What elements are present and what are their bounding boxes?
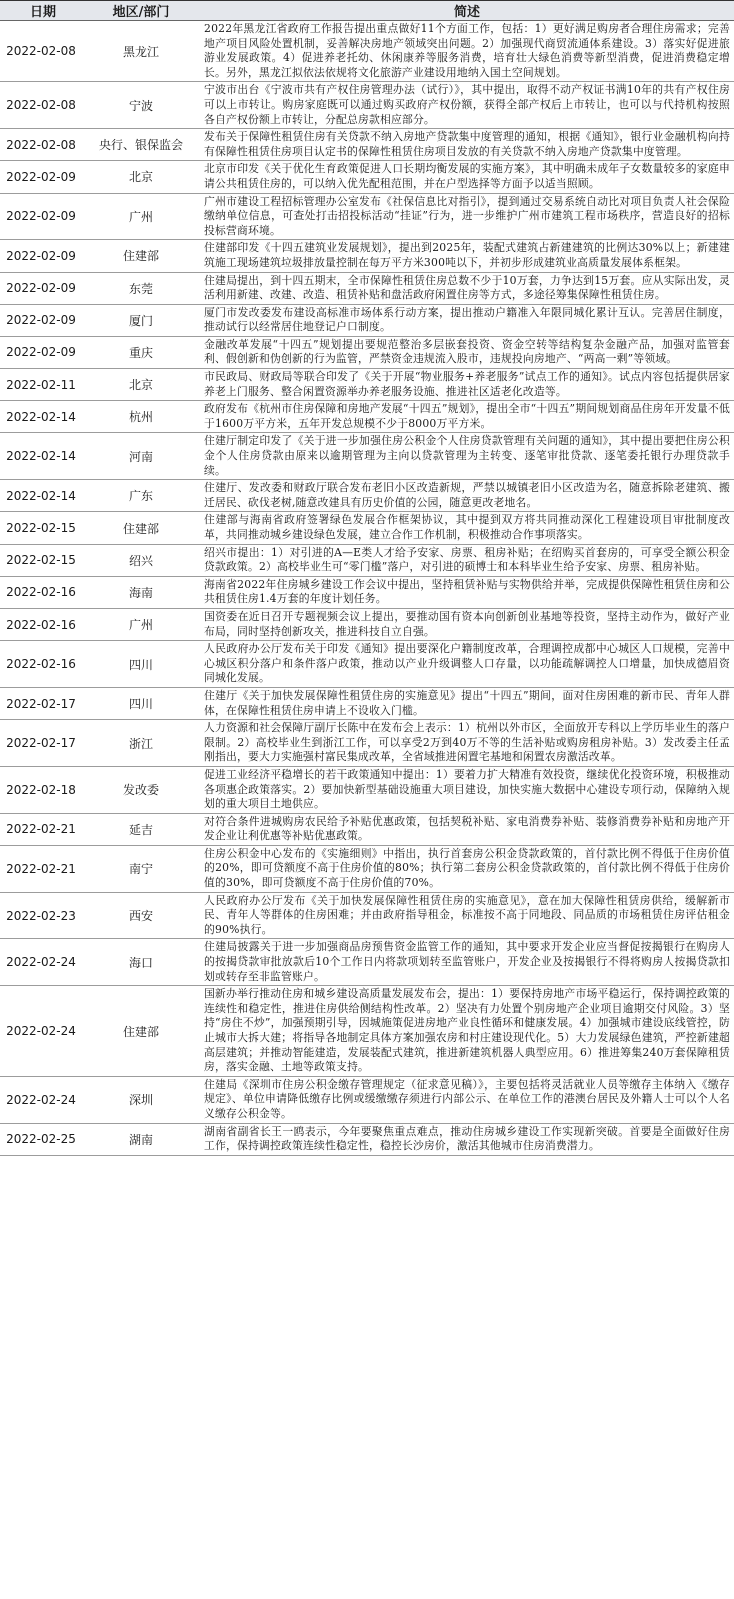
table-row — [0, 641, 734, 688]
row-date: 2022-02-24 — [0, 939, 82, 986]
row-region: 东莞 — [82, 272, 200, 304]
row-date: 2022-02-08 — [0, 129, 82, 161]
row-region: 厦门 — [82, 304, 200, 336]
table-row — [0, 576, 734, 608]
table-row — [0, 272, 734, 304]
row-description: 广州市建设工程招标管理办公室发布《社保信息比对指引》，提到通过交易系统自动比对项目负责人社会保险缴纳单位信息，可查处打击招投标活动“挂证”行为，进一步维护广州市建筑工程市场秩序，营造良好的招标投标营商环境。 — [200, 193, 734, 240]
row-region: 重庆 — [82, 336, 200, 368]
row-date: 2022-02-15 — [0, 512, 82, 544]
row-date: 2022-02-09 — [0, 193, 82, 240]
table-row — [0, 720, 734, 767]
table-row — [0, 512, 734, 544]
row-region: 北京 — [82, 161, 200, 193]
row-region: 广州 — [82, 608, 200, 640]
table-row — [0, 369, 734, 401]
row-region: 海南 — [82, 576, 200, 608]
row-date: 2022-02-08 — [0, 21, 82, 82]
row-region: 浙江 — [82, 720, 200, 767]
table-row — [0, 240, 734, 272]
table-row — [0, 304, 734, 336]
row-description: 湖南省副省长王一鸥表示，今年要聚焦重点难点，推动住房城乡建设工作实现新突破。首要是全面做好住房工作，保持调控政策连续性稳定性，稳控长沙房价，激活其他城市住房消费潜力。 — [200, 1123, 734, 1155]
row-description: 住建局《深圳市住房公积金缴存管理规定（征求意见稿）》，主要包括将灵活就业人员等缴存主体纳入《缴存规定》、单位申请降低缴存比例或缓缴缴存须进行内部公示、在单位工作的港澳台居民及外籍人士可以个人名义缴存公积金等。 — [200, 1076, 734, 1123]
row-region: 北京 — [82, 369, 200, 401]
table-row — [0, 480, 734, 512]
table-row — [0, 82, 734, 129]
row-date: 2022-02-18 — [0, 766, 82, 813]
table-row — [0, 1123, 734, 1155]
row-region: 广州 — [82, 193, 200, 240]
table-row — [0, 161, 734, 193]
row-date: 2022-02-14 — [0, 480, 82, 512]
row-description: 住建厅制定印发了《关于进一步加强住房公积金个人住房贷款管理有关问题的通知》，其中提出要把住房公积金个人住房贷款由原来以逾期管理为主向以贷款管理为主转变、逐笔审批贷款、逐笔委托银行办理贷款手续。 — [200, 433, 734, 480]
table-row — [0, 986, 734, 1077]
row-description: 住建部与海南省政府签署绿色发展合作框架协议，其中提到双方将共同推动深化工程建设项目审批制度改革，共同推动城乡建设绿色发展，建立合作工作机制，积极推动合作事项落实。 — [200, 512, 734, 544]
row-date: 2022-02-17 — [0, 720, 82, 767]
table-row — [0, 892, 734, 939]
row-description: 国资委在近日召开专题视频会议上提出，要推动国有资本向创新创业基地等投资，坚持主动作为，做好产业布局，同时坚持创新攻关，推进科技自立自强。 — [200, 608, 734, 640]
row-description: 绍兴市提出：1）对引进的A—E类人才给予安家、房票、租房补贴；在绍购买首套房的，可享受全额公积金贷款政策。2）高校毕业生可“零门槛”落户，对引进的硕博士和本科毕业生给予安家、房票、租房补贴。 — [200, 544, 734, 576]
row-date: 2022-02-09 — [0, 272, 82, 304]
table-row — [0, 845, 734, 892]
row-region: 央行、银保监会 — [82, 129, 200, 161]
row-description: 海南省2022年住房城乡建设工作会议中提出，坚持租赁补贴与实物供给并举，完成提供保障性租赁住房和公共租赁住房1.4万套的年度计划任务。 — [200, 576, 734, 608]
table-row — [0, 766, 734, 813]
row-description: 住建局披露关于进一步加强商品房预售资金监管工作的通知，其中要求开发企业应当督促按揭银行在购房人的按揭贷款审批放款后10个工作日内将款项划转至监管账户，开发企业及按揭银行不得将购房人按揭贷款扣划或转存至非监管账户。 — [200, 939, 734, 986]
table-header-row — [0, 1, 734, 21]
row-region: 西安 — [82, 892, 200, 939]
row-date: 2022-02-14 — [0, 401, 82, 433]
table-row — [0, 544, 734, 576]
row-date: 2022-02-17 — [0, 687, 82, 719]
row-date: 2022-02-16 — [0, 576, 82, 608]
row-date: 2022-02-24 — [0, 986, 82, 1077]
row-description: 发布关于保障性租赁住房有关贷款不纳入房地产贷款集中度管理的通知，根据《通知》，银行业金融机构向持有保障性租赁住房项目认定书的保障性租赁住房项目发放的有关贷款不纳入房地产贷款集中度管理。 — [200, 129, 734, 161]
table-row — [0, 193, 734, 240]
table-row — [0, 129, 734, 161]
table-row — [0, 608, 734, 640]
table-row — [0, 401, 734, 433]
column-header-date: 日期 — [0, 1, 82, 21]
row-date: 2022-02-16 — [0, 608, 82, 640]
table-row — [0, 813, 734, 845]
row-description: 政府发布《杭州市住房保障和房地产发展“十四五”规划》，提出全市“十四五”期间规划商品住房年开发量不低于1600万平方米，五年开发总规模不少于8000万平方米。 — [200, 401, 734, 433]
row-region: 发改委 — [82, 766, 200, 813]
row-description: 对符合条件进城购房农民给予补贴优惠政策，包括契税补贴、家电消费券补贴、装修消费券补贴和房地产开发企业让利优惠等补贴优惠政策。 — [200, 813, 734, 845]
column-header-region: 地区/部门 — [82, 1, 200, 21]
row-date: 2022-02-25 — [0, 1123, 82, 1155]
row-date: 2022-02-08 — [0, 82, 82, 129]
row-date: 2022-02-15 — [0, 544, 82, 576]
row-region: 广东 — [82, 480, 200, 512]
row-region: 宁波 — [82, 82, 200, 129]
row-description: 人民政府办公厅发布关于印发《通知》提出要深化户籍制度改革，合理调控成都中心城区人口规模，完善中心城区积分落户和条件落户政策，推动以产业升级调整人口存量，以功能疏解调控人口增量，加快成德眉资同城化发展。 — [200, 641, 734, 688]
row-date: 2022-02-16 — [0, 641, 82, 688]
table-row — [0, 1076, 734, 1123]
row-description: 市民政局、财政局等联合印发了《关于开展“物业服务+养老服务”试点工作的通知》。试点内容包括提供居家养老上门服务、整合闲置资源举办养老服务设施、推进社区适老化改造等。 — [200, 369, 734, 401]
row-date: 2022-02-11 — [0, 369, 82, 401]
row-description: 住建厅《关于加快发展保障性租赁住房的实施意见》提出“十四五”期间，面对住房困难的新市民、青年人群体，在保障性租赁住房申请上不设收入门槛。 — [200, 687, 734, 719]
row-region: 河南 — [82, 433, 200, 480]
column-header-description: 简述 — [200, 1, 734, 21]
row-region: 四川 — [82, 687, 200, 719]
table-row — [0, 336, 734, 368]
row-region: 延吉 — [82, 813, 200, 845]
row-description: 住建部印发《十四五建筑业发展规划》，提出到2025年，装配式建筑占新建建筑的比例达30%以上；新建建筑施工现场建筑垃圾排放量控制在每万平方米300吨以下，并初步形成建筑业高质量发展体系框架。 — [200, 240, 734, 272]
table-row — [0, 433, 734, 480]
table-body — [0, 21, 734, 1156]
row-region: 黑龙江 — [82, 21, 200, 82]
table-row — [0, 939, 734, 986]
row-description: 厦门市发改委发布建设高标准市场体系行动方案，提出推动户籍准入年限同城化累计互认。完善居住制度，推动试行以经常居住地登记户口制度。 — [200, 304, 734, 336]
table-row — [0, 21, 734, 82]
row-region: 海口 — [82, 939, 200, 986]
row-region: 绍兴 — [82, 544, 200, 576]
row-region: 深圳 — [82, 1076, 200, 1123]
row-date: 2022-02-21 — [0, 813, 82, 845]
row-description: 促进工业经济平稳增长的若干政策通知中提出：1）要着力扩大精准有效投资，继续优化投资环境，积极推动各项惠企政策落实。2）要加快新型基础设施重大项目建设，加快实施大数据中心建设专项行动，保障纳入规划的重大项目土地供应。 — [200, 766, 734, 813]
row-date: 2022-02-09 — [0, 240, 82, 272]
table-row — [0, 687, 734, 719]
row-date: 2022-02-21 — [0, 845, 82, 892]
row-region: 南宁 — [82, 845, 200, 892]
row-region: 住建部 — [82, 512, 200, 544]
row-region: 湖南 — [82, 1123, 200, 1155]
row-region: 住建部 — [82, 986, 200, 1077]
row-date: 2022-02-09 — [0, 336, 82, 368]
row-description: 宁波市出台《宁波市共有产权住房管理办法（试行）》，其中提出，取得不动产权证书满10年的共有产权住房可以上市转让。购房家庭既可以通过购买政府产权份额，获得全部产权后上市转让，也可以与代持机构按照各自产权份额上市转让，分配总房款相应部分。 — [200, 82, 734, 129]
row-date: 2022-02-09 — [0, 161, 82, 193]
row-description: 国新办举行推动住房和城乡建设高质量发展发布会，提出：1）要保持房地产市场平稳运行，保持调控政策的连续性和稳定性，推进住房供给侧结构性改革。2）坚决有力处置个别房地产企业项目逾期交付风险。3）坚持“房住不炒”，加强预期引导，因城施策促进房地产业良性循环和健康发展。4）加强城市建设底线管控，防止城市大拆大建；将指导各地制定具体方案加强农房和村庄建设现代化。5）大力发展绿色建筑，严控新建超高层建筑；并推动智能建造，发展装配式建筑，推进新建筑机器人典型应用。6）推进筹集240万套保障租赁房，落实金融、土地等政策支持。 — [200, 986, 734, 1077]
row-description: 人力资源和社会保障厅副厅长陈中在发布会上表示：1）杭州以外市区，全面放开专科以上学历毕业生的落户限制。2）高校毕业生到浙江工作，可以享受2万到40万不等的生活补贴或购房租房补贴。3）发改委主任孟刚指出，要大力实施强村富民集成改革，全省域推进闲置宅基地和闲置农房激活改革。 — [200, 720, 734, 767]
row-region: 住建部 — [82, 240, 200, 272]
row-region: 杭州 — [82, 401, 200, 433]
row-date: 2022-02-23 — [0, 892, 82, 939]
row-date: 2022-02-24 — [0, 1076, 82, 1123]
row-region: 四川 — [82, 641, 200, 688]
row-description: 北京市印发《关于优化生育政策促进人口长期均衡发展的实施方案》，其中明确未成年子女数量较多的家庭申请公共租赁住房的，可以纳入优先配租范围，并在户型选择等方面予以适当照顾。 — [200, 161, 734, 193]
row-date: 2022-02-09 — [0, 304, 82, 336]
row-description: 住房公积金中心发布的《实施细则》中指出，执行首套房公积金贷款政策的，首付款比例不得低于住房价值的20%，即可贷额度不高于住房价值的80%；执行第二套房公积金贷款政策的，首付款比例不得低于住房价值的30%，即可贷额度不高于住房价值的70%。 — [200, 845, 734, 892]
row-description: 住建厅、发改委和财政厅联合发布老旧小区改造新规，严禁以城镇老旧小区改造为名，随意拆除老建筑、搬迁居民、砍伐老树,随意改建具有历史价值的公园，随意更改老地名。 — [200, 480, 734, 512]
row-description: 住建局提出，到十四五期末，全市保障性租赁住房总数不少于10万套，力争达到15万套。应从实际出发，灵活利用新建、改建、改造、租赁补贴和盘活政府闲置住房等方式，多途径筹集保障性租赁住房。 — [200, 272, 734, 304]
row-description: 人民政府办公厅发布《关于加快发展保障性租赁住房的实施意见》，意在加大保障性租赁房供给，缓解新市民、青年人等群体的住房困难；并由政府指导租金，标准按不高于同地段、同品质的市场租赁住房评估租金的90%执行。 — [200, 892, 734, 939]
row-description: 金融改革发展“十四五”规划提出要规范整治多层嵌套投资、资金空转等结构复杂金融产品，加强对监管套利、假创新和伪创新的行为监管，严禁资金违规流入股市，违规投向房地产、“两高一剩”等领域。 — [200, 336, 734, 368]
row-date: 2022-02-14 — [0, 433, 82, 480]
row-description: 2022年黑龙江省政府工作报告提出重点做好11个方面工作，包括：1）更好满足购房者合理住房需求；完善地产项目风险处置机制，妥善解决房地产领域突出问题。2）加强现代商贸流通体系建设。3）落实好促进旅游业发展政策。4）促进养老托幼、休闲康养等服务消费，培育壮大绿色消费等新型消费，促进消费稳定增长。另外，黑龙江拟依法依规将文化旅游产业建设用地纳入国土空间规划。 — [200, 21, 734, 82]
